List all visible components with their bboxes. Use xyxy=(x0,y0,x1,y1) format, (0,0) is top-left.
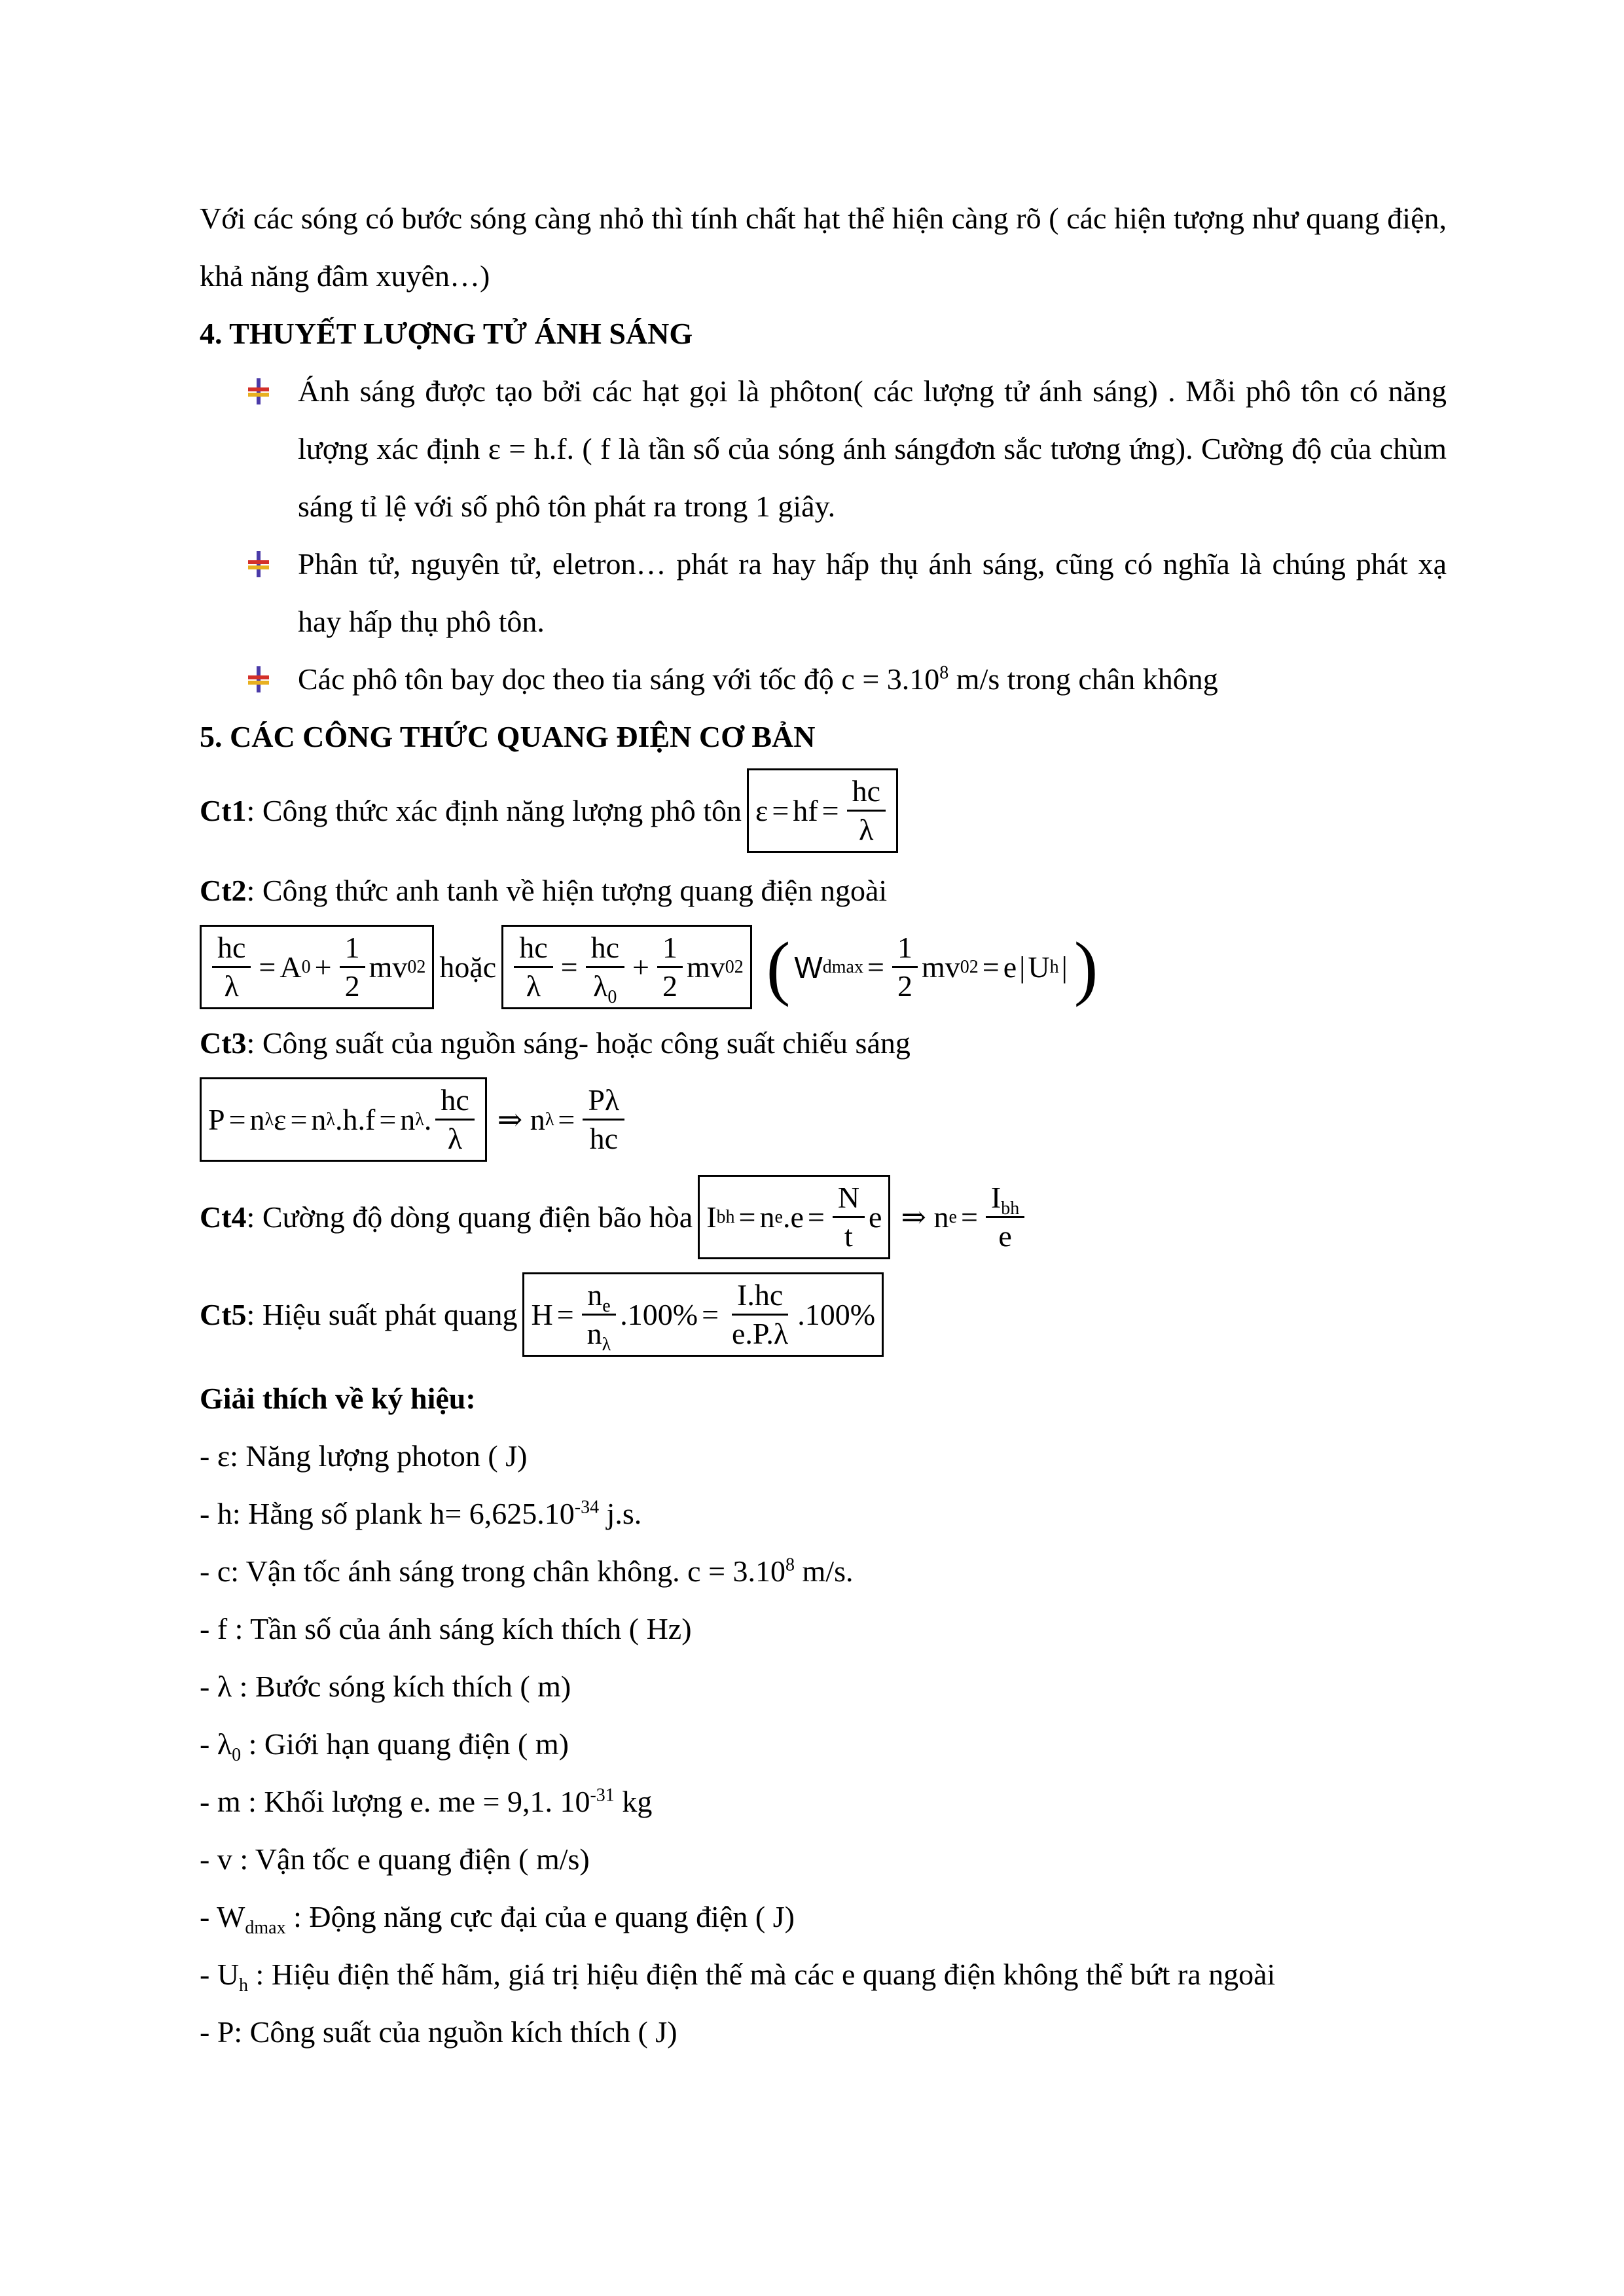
formula-box-ct3: P = n λ ε = n λ .h.f = n λ . $\frac{hc}{\lambda}$ xyxy=(200,1077,487,1162)
legend-item: - m : Khối lượng e. me = 9,1. $10^{-31}$ kg xyxy=(200,1785,653,1818)
pin-bullet-icon xyxy=(245,551,272,577)
ct3-label: Ct3: Công suất của nguồn sáng- hoặc công suất chiếu sáng xyxy=(200,1026,911,1060)
legend-item: - $W_{dmax}$ : Động năng cực đại của e quang điện ( J) xyxy=(200,1900,795,1939)
formula-box-ct2a: $\frac{hc}{\lambda}$ = A 0 + $\frac{1}{2}$ mv 0 2 xyxy=(200,925,434,1009)
legend-item: - ε: Năng lượng photon ( J) xyxy=(200,1439,528,1473)
formula-box-ct2b: $\frac{hc}{\lambda}$ = $\frac{hc}{\lambda_0}$ + $\frac{1}{2}$ mv 0 2 xyxy=(501,925,752,1009)
formula-box-ct1: ε = hf = $\frac{hc}{\lambda}$ xyxy=(747,768,898,853)
document-page xyxy=(200,190,1447,2061)
legend-item: - P: Công suất của nguồn kích thích ( J) xyxy=(200,2015,677,2049)
ct3-formulas: P = n λ ε = n λ .h.f = n λ . $\frac{hc}{\lambda}$ ⇒ n λ = $\frac{P\lambda}{hc}$ xyxy=(200,1077,1447,1162)
ct5-row: Ct5: Hiệu suất phát quang H = $\frac{n_e}{n_\lambda}$ .100% = $\frac{I.hc}{e.P.\lambda}$ .100% xyxy=(200,1272,1447,1357)
formula-box-ct5: H = $\frac{n_e}{n_\lambda}$ .100% = $\frac{I.hc}{e.P.\lambda}$ .100% xyxy=(522,1272,884,1357)
legend-item: - h: Hằng số plank $h= 6,625.10^{-34}$ j.s. xyxy=(200,1497,642,1530)
legend-item: - $\lambda_0$ : Giới hạn quang điện ( m) xyxy=(200,1727,569,1766)
section-4-heading: 4. THUYẾT LƯỢNG TỬ ÁNH SÁNG xyxy=(200,317,693,350)
list-item: Phân tử, nguyên tử, eletron… phát ra hay hấp thụ ánh sáng, cũng có nghĩa là chúng phát xạ hay hấp thụ phô tôn. xyxy=(200,535,1447,651)
pin-bullet-icon xyxy=(245,666,272,692)
legend-item: - v : Vận tốc e quang điện ( m/s) xyxy=(200,1842,590,1876)
ct2-formulas: $\frac{hc}{\lambda}$ = A 0 + $\frac{1}{2}$ mv 0 2 hoặc $\frac{hc}{\lambda}$ = $\frac{hc}{\lambda_0}$ + $\frac{1}{2}$ mv 0 2 ( W dmax = $\frac{1}{2}$ mv 0 2 = e | U h | ) xyxy=(200,925,1447,1009)
ct4-row: Ct4: Cường độ dòng quang điện bão hòa I bh = n e .e = $\frac{N}{t}$ e ⇒ n e = $\frac{I_{bh}}{e}$ xyxy=(200,1175,1447,1259)
ct2-label: Ct2: Công thức anh tanh về hiện tượng quang điện ngoài xyxy=(200,874,888,907)
legend-item: - f : Tần số của ánh sáng kích thích ( Hz) xyxy=(200,1612,692,1645)
list-item: Các phô tôn bay dọc theo tia sáng với tốc độ $c = 3.10^8$ m/s trong chân không xyxy=(200,651,1447,708)
legend-item: - c: Vận tốc ánh sáng trong chân không. $c = 3.10^8$ m/s. xyxy=(200,1554,854,1588)
pin-bullet-icon xyxy=(245,378,272,404)
legend-item: - λ : Bước sóng kích thích ( m) xyxy=(200,1670,571,1703)
legend-heading: Giải thích về ký hiệu: xyxy=(200,1382,476,1415)
ct1-row: Ct1: Công thức xác định năng lượng phô tôn ε = hf = $\frac{hc}{\lambda}$ xyxy=(200,768,1447,853)
intro-paragraph: Với các sóng có bước sóng càng nhỏ thì tính chất hạt thể hiện càng rõ ( các hiện tượng như quang điện, khả năng đâm xuyên…) xyxy=(200,202,1447,293)
section-5-heading: 5. CÁC CÔNG THỨC QUANG ĐIỆN CƠ BẢN xyxy=(200,720,816,753)
formula-box-ct4: I bh = n e .e = $\frac{N}{t}$ e xyxy=(698,1175,890,1259)
legend-item: - $U_h$ : Hiệu điện thế hãm, giá trị hiệu điện thế mà các e quang điện không thể bứt ra ngoài xyxy=(200,1958,1276,1996)
section-4-bullets xyxy=(200,363,1447,708)
list-item: Ánh sáng được tạo bởi các hạt gọi là phôton( các lượng tử ánh sáng) . Mỗi phô tôn có năng lượng xác định ε = h.f. ( f là tần số của sóng ánh sángđơn sắc tương ứng). Cường độ của chùm sáng tỉ lệ với số phô tôn phát ra trong 1 giây. xyxy=(200,363,1447,535)
symbol-legend xyxy=(200,1370,1447,2061)
